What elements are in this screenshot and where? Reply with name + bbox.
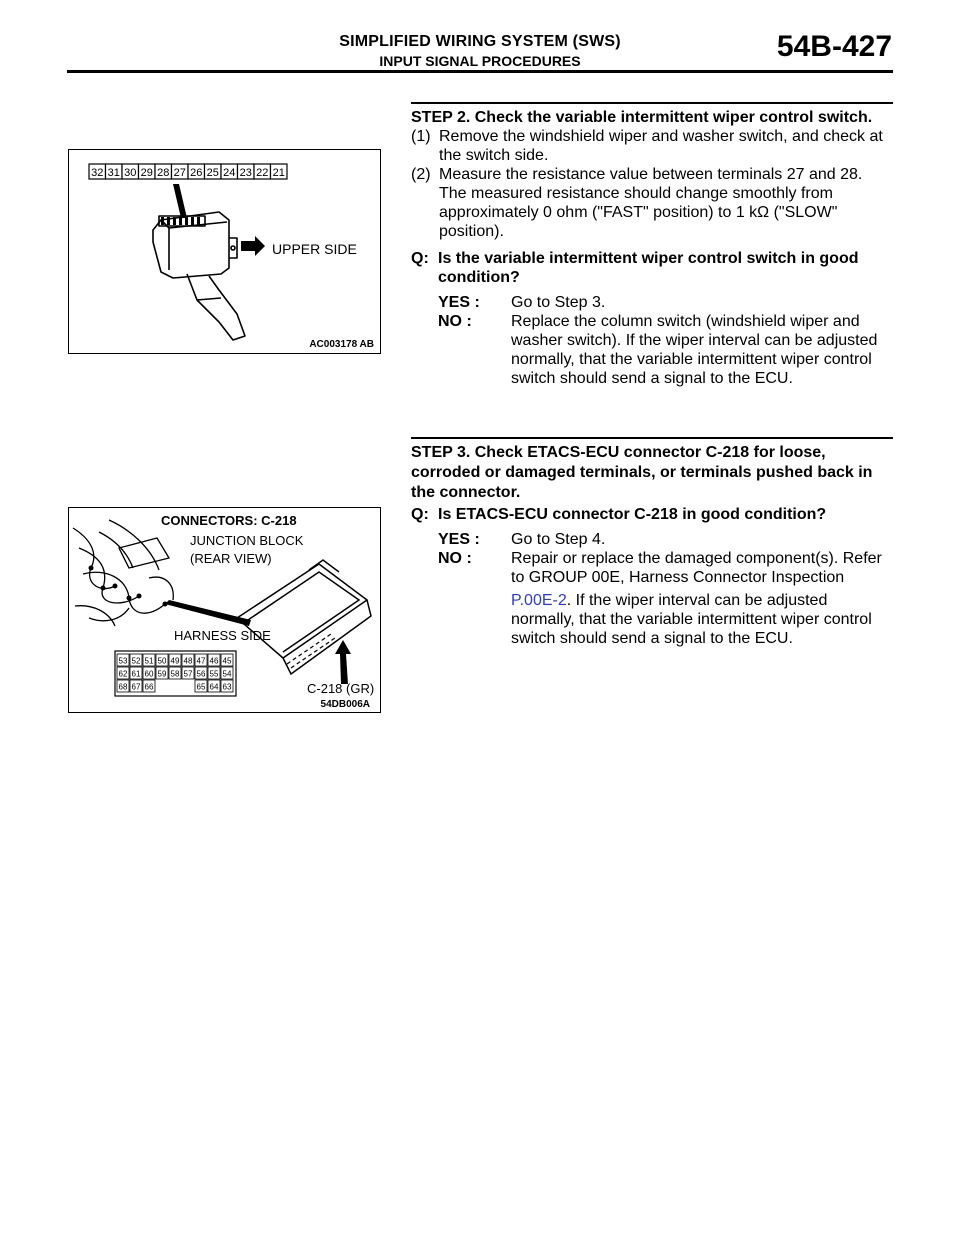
step3-question [411, 505, 893, 524]
terminal-number: 29 [140, 167, 153, 179]
terminal-number: 23 [239, 167, 252, 179]
pin-number: 48 [183, 656, 193, 666]
junction-block-label: JUNCTION BLOCK [190, 533, 304, 548]
connector-pin-grid [115, 651, 236, 696]
group-00e-link[interactable]: P.00E-2 [511, 592, 567, 609]
pin-number: 59 [157, 669, 167, 679]
pin-number: 52 [131, 656, 141, 666]
terminal-row [89, 164, 287, 179]
terminal-number: 21 [272, 167, 285, 179]
figure-code: 54DB006A [320, 699, 370, 710]
pin-number: 58 [170, 669, 180, 679]
yes-label: YES : [438, 531, 480, 548]
step2-yes [411, 293, 893, 312]
pin-number: 53 [118, 656, 128, 666]
terminal-number: 30 [124, 167, 137, 179]
no-text: Replace the column switch (windshield wiper and washer switch). If the wiper interval can be adjusted normally, that the variable intermittent wiper control switch should send a signal to the ECU. [511, 313, 878, 387]
step2-item [411, 165, 893, 241]
step3-no [411, 549, 893, 648]
figure-title: CONNECTORS: C-218 [161, 513, 297, 528]
pin-number: 54 [222, 669, 232, 679]
header-rule [67, 70, 893, 73]
pin-number: 61 [131, 669, 141, 679]
no-text [511, 549, 893, 648]
pin-number: 64 [209, 682, 219, 692]
pin-number: 67 [131, 682, 141, 692]
page-number: 54B-427 [776, 30, 892, 63]
no-text-before: Repair or replace the damaged component(s). Refer to GROUP 00E, Harness Connector Inspection [511, 550, 882, 586]
pin-number: 65 [196, 682, 206, 692]
item-number: (2) [411, 166, 431, 183]
pin-number: 60 [144, 669, 154, 679]
terminal-number: 28 [157, 167, 170, 179]
pin-number: 55 [209, 669, 219, 679]
step2-heading: STEP 2. Check the variable intermittent wiper control switch. [411, 109, 873, 126]
pin-number: 57 [183, 669, 193, 679]
terminal-number: 22 [256, 167, 269, 179]
connector-illustration [69, 508, 380, 712]
step3-yes [411, 530, 893, 549]
wiper-switch-illustration [69, 150, 380, 353]
yes-label: YES : [438, 294, 480, 311]
item-number: (1) [411, 128, 431, 145]
question-text: Is ETACS-ECU connector C-218 in good condition? [438, 506, 827, 523]
section-title: SIMPLIFIED WIRING SYSTEM (SWS) [339, 33, 621, 50]
figure-connector-c218 [68, 507, 381, 713]
figure-code: AC003178 AB [309, 339, 374, 350]
pin-number: 50 [157, 656, 167, 666]
upper-side-label: UPPER SIDE [272, 241, 357, 257]
yes-text: Go to Step 4. [511, 531, 606, 548]
section-subtitle: INPUT SIGNAL PROCEDURES [379, 53, 581, 69]
terminal-number: 27 [173, 167, 186, 179]
step3-section [411, 437, 893, 648]
pin-number: 45 [222, 656, 232, 666]
no-label: NO : [438, 313, 472, 330]
item-text: Remove the windshield wiper and washer switch, and check at the switch side. [439, 128, 883, 164]
step2-question [411, 249, 893, 287]
yes-text: Go to Step 3. [511, 294, 606, 311]
terminal-number: 25 [206, 167, 219, 179]
pin-number: 63 [222, 682, 232, 692]
pin-number: 47 [196, 656, 206, 666]
rear-view-label: (REAR VIEW) [190, 551, 272, 566]
question-label: Q: [411, 250, 429, 267]
terminal-number: 31 [107, 167, 120, 179]
figure-wiper-switch [68, 149, 381, 354]
pin-number: 46 [209, 656, 219, 666]
step3-heading: STEP 3. Check ETACS-ECU connector C-218 for loose, corroded or damaged terminals, or terminals pushed back in the connector. [411, 444, 873, 501]
step2-section [411, 102, 893, 388]
pin-number: 68 [118, 682, 128, 692]
pin-number: 51 [144, 656, 154, 666]
connector-label: C-218 (GR) [307, 681, 375, 696]
terminal-number: 32 [91, 167, 104, 179]
harness-side-label: HARNESS SIDE [174, 628, 271, 643]
no-label: NO : [438, 550, 472, 567]
pin-number: 62 [118, 669, 128, 679]
pin-number: 56 [196, 669, 206, 679]
question-text: Is the variable intermittent wiper control switch in good condition? [438, 250, 859, 286]
pin-number: 66 [144, 682, 154, 692]
question-label: Q: [411, 506, 429, 523]
terminal-number: 24 [223, 167, 236, 179]
step2-no [411, 312, 893, 388]
terminal-number: 26 [190, 167, 203, 179]
item-text: Measure the resistance value between terminals 27 and 28. The measured resistance should change smoothly from approximately 0 ohm ("FAST" position) to 1 kΩ ("SLOW" position). [439, 166, 863, 240]
step2-item [411, 127, 893, 165]
no-text-after: . If the wiper interval can be adjusted normally, that the variable intermittent wiper control switch should send a signal to the ECU. [511, 592, 872, 647]
pin-number: 49 [170, 656, 180, 666]
